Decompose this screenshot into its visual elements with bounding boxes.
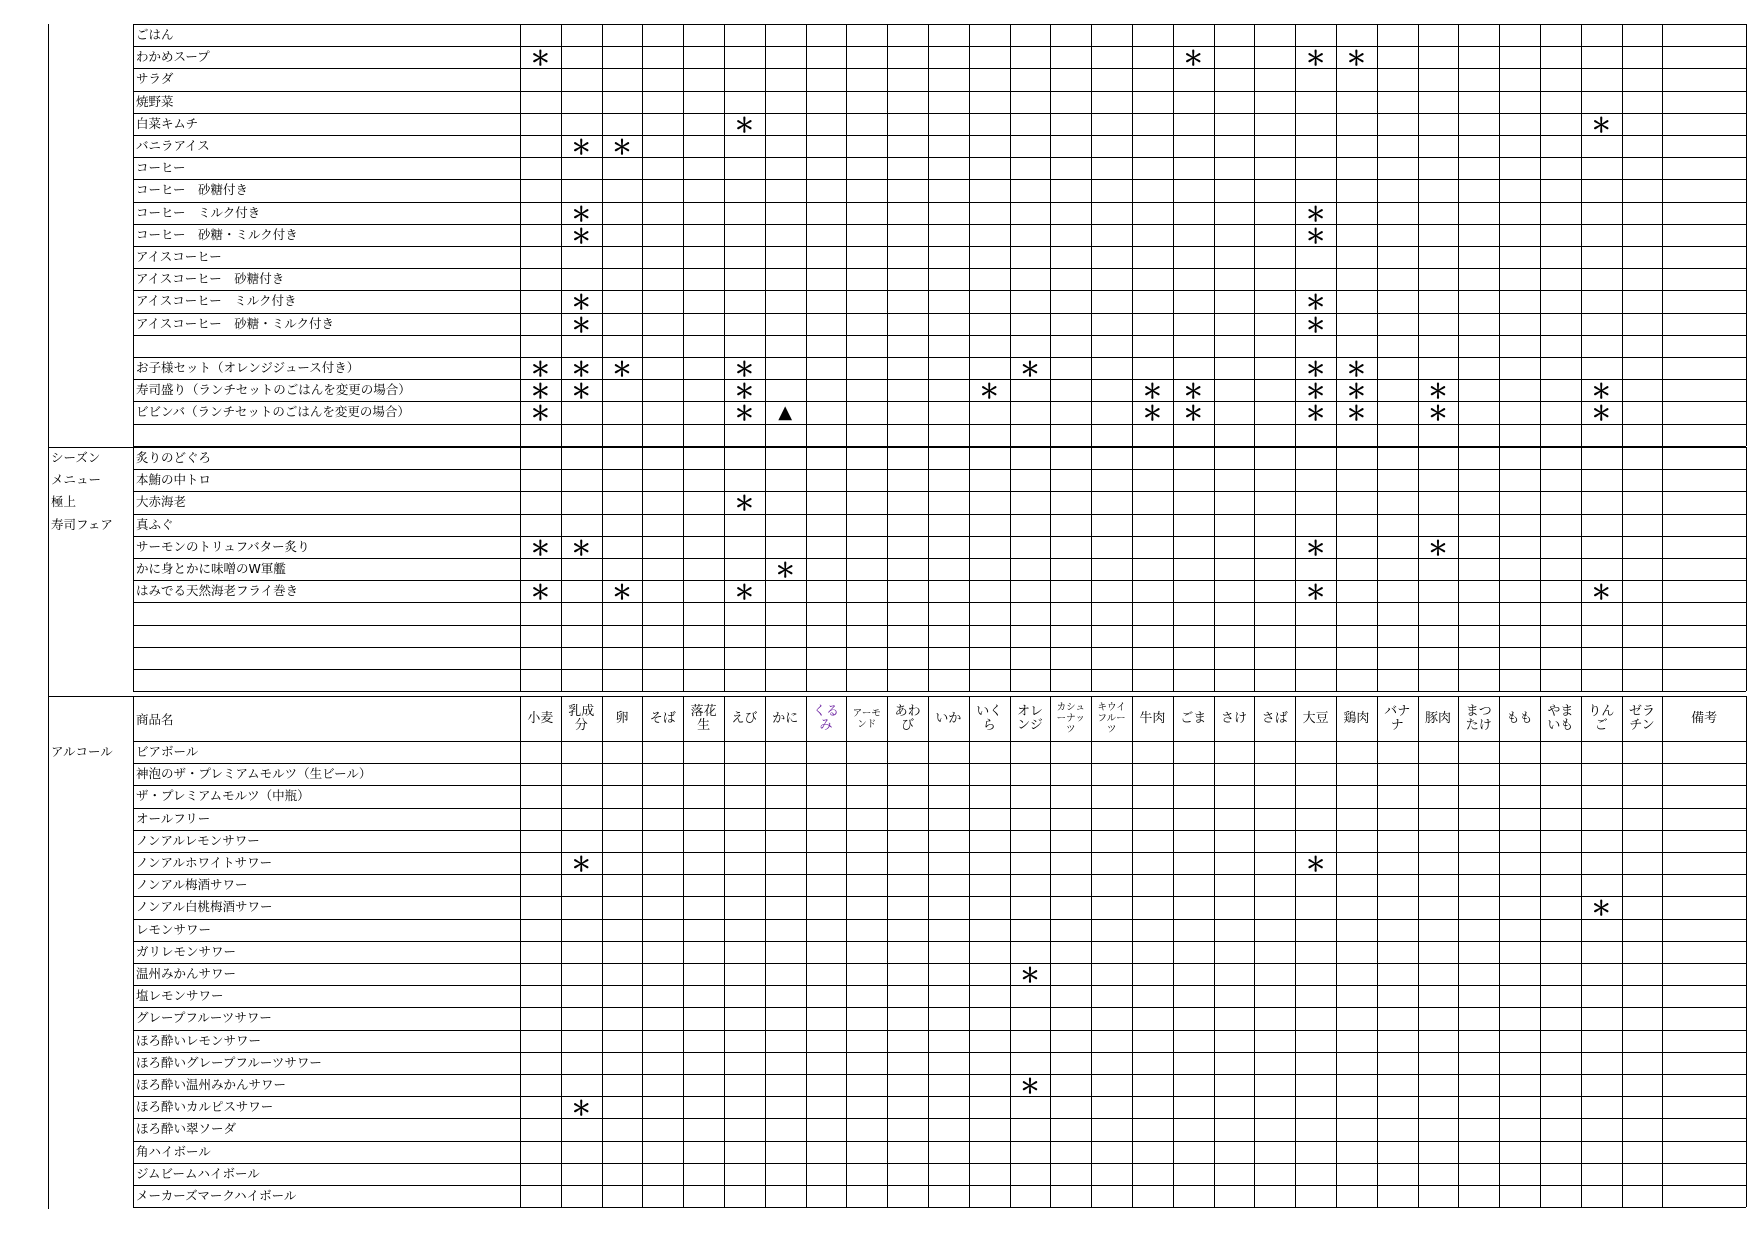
grid-line xyxy=(969,447,970,691)
allergen-header-9: あわび xyxy=(894,703,921,733)
allergen-mark: ＊ xyxy=(571,201,592,224)
allergen-mark: ＊ xyxy=(571,290,592,313)
menu-item-name: 角ハイボール xyxy=(136,1143,211,1159)
allergen-header-18: さば xyxy=(1261,710,1288,726)
menu-item-name: ノンアル梅酒サワー xyxy=(136,877,248,893)
grid-line xyxy=(887,741,888,1207)
allergen-mark: ＊ xyxy=(571,852,592,875)
grid-line xyxy=(1540,24,1541,446)
grid-line xyxy=(1581,741,1582,1207)
allergen-header-0: 小麦 xyxy=(527,710,554,726)
allergen-mark: ＊ xyxy=(1305,312,1326,335)
allergen-header-7: くるみ xyxy=(812,703,839,733)
allergen-mark: ＊ xyxy=(1591,401,1612,424)
menu-item-name: はみでる天然海老フライ巻き xyxy=(136,583,299,599)
grid-line xyxy=(602,741,603,1207)
allergen-mark: ＊ xyxy=(571,135,592,158)
grid-line xyxy=(1295,741,1296,1207)
menu-item-name: ほろ酔い翠ソーダ xyxy=(136,1121,237,1137)
allergen-header-14: キウイフルーツ xyxy=(1097,702,1126,735)
menu-item-name: アイスコーヒー xyxy=(136,249,222,264)
category-label: アルコール xyxy=(51,744,113,759)
notes-header: 備考 xyxy=(1691,710,1718,726)
grid-line xyxy=(1581,447,1582,691)
allergen-mark: ＊ xyxy=(1305,201,1326,224)
menu-item-name: アイスコーヒー 砂糖・ミルク付き xyxy=(136,315,335,331)
allergen-mark: ＊ xyxy=(571,535,592,558)
menu-item-name xyxy=(133,424,520,446)
grid-line xyxy=(724,447,725,691)
menu-item-name: コーヒー 砂糖・ミルク付き xyxy=(136,226,298,242)
grid-line xyxy=(133,1207,1746,1208)
allergen-mark: ＊ xyxy=(1591,379,1612,402)
allergen-mark: ＊ xyxy=(734,580,755,603)
grid-line xyxy=(683,24,684,446)
menu-item-name: ガリレモンサワー xyxy=(136,943,237,959)
allergen-mark: ＊ xyxy=(1427,535,1448,558)
grid-line xyxy=(1746,24,1747,446)
menu-item-name xyxy=(133,669,520,691)
grid-line xyxy=(846,741,847,1207)
allergen-mark: ＊ xyxy=(1019,963,1040,986)
grid-line xyxy=(520,741,521,1207)
allergen-mark: ＊ xyxy=(1305,290,1326,313)
allergen-mark: ＊ xyxy=(571,357,592,380)
grid-line xyxy=(1214,447,1215,691)
grid-line xyxy=(887,24,888,446)
grid-line xyxy=(928,447,929,691)
grid-line xyxy=(1458,741,1459,1207)
menu-item-name: サラダ xyxy=(136,71,174,87)
menu-item-name xyxy=(133,647,520,669)
grid-line xyxy=(1377,741,1378,1207)
menu-item-name: ノンアルレモンサワー xyxy=(136,832,260,848)
allergen-mark: ＊ xyxy=(530,401,551,424)
allergen-mark: ＊ xyxy=(530,580,551,603)
allergen-mark: ＊ xyxy=(1346,46,1367,69)
allergen-mark: ＊ xyxy=(1591,896,1612,919)
allergen-header-1: 乳成分 xyxy=(568,703,595,733)
grid-line xyxy=(1377,447,1378,691)
menu-item-name: ほろ酔いレモンサワー xyxy=(136,1032,262,1048)
allergen-header-26: りんご xyxy=(1588,703,1615,733)
grid-line xyxy=(1622,447,1623,691)
grid-line xyxy=(806,741,807,1207)
product-name-header: 商品名 xyxy=(136,711,174,727)
allergen-mark: ＊ xyxy=(1305,357,1326,380)
grid-line xyxy=(1010,447,1011,691)
grid-line xyxy=(1746,696,1747,741)
allergen-mark: ＊ xyxy=(1305,379,1326,402)
grid-line xyxy=(765,24,766,446)
grid-line xyxy=(1336,447,1337,691)
allergen-mark: ＊ xyxy=(530,379,551,402)
grid-line xyxy=(602,447,603,691)
grid-line xyxy=(1662,741,1663,1207)
grid-line xyxy=(561,741,562,1207)
allergen-header-13: カシューナッツ xyxy=(1056,702,1085,735)
allergen-header-17: さけ xyxy=(1220,710,1247,726)
menu-item-name: 焼野菜 xyxy=(136,93,174,109)
menu-item-name xyxy=(133,335,520,357)
grid-line xyxy=(1662,24,1663,446)
menu-item-name: ビビンバ（ランチセットのごはんを変更の場合） xyxy=(136,404,410,420)
grid-line xyxy=(48,447,133,448)
allergen-mark: ＊ xyxy=(1591,112,1612,135)
menu-item-name: 寿司盛り（ランチセットのごはんを変更の場合） xyxy=(136,382,411,398)
allergen-header-24: もも xyxy=(1506,710,1533,726)
menu-item-name: 真ふぐ xyxy=(136,516,174,532)
allergen-mark: ＊ xyxy=(1346,379,1367,402)
menu-item-name: アイスコーヒー 砂糖付き xyxy=(136,271,285,287)
grid-line xyxy=(1499,24,1500,446)
menu-item-name: 温州みかんサワー xyxy=(136,966,237,981)
allergen-mark: ＊ xyxy=(1346,401,1367,424)
grid-line xyxy=(1254,741,1255,1207)
allergen-header-27: ゼラチン xyxy=(1628,703,1655,733)
menu-item-name: アイスコーヒー ミルク付き xyxy=(136,293,297,309)
grid-line xyxy=(1622,24,1623,446)
allergen-mark: ＊ xyxy=(1427,401,1448,424)
allergen-header-19: 大豆 xyxy=(1302,710,1329,726)
category-label: シーズン xyxy=(51,450,101,465)
allergen-mark: ＊ xyxy=(571,223,592,246)
allergen-mark: ＊ xyxy=(1305,580,1326,603)
grid-line xyxy=(1132,741,1133,1207)
grid-line xyxy=(806,24,807,446)
grid-line xyxy=(928,741,929,1207)
allergen-mark: ＊ xyxy=(1305,223,1326,246)
allergen-mark: ＊ xyxy=(1019,1074,1040,1097)
menu-item-name: 塩レモンサワー xyxy=(136,988,224,1004)
menu-item-name: ごはん xyxy=(136,27,174,42)
grid-line xyxy=(133,691,1746,692)
allergen-header-25: やまいも xyxy=(1547,703,1574,733)
allergen-mark: ＊ xyxy=(530,357,551,380)
grid-line xyxy=(1050,447,1051,691)
grid-line xyxy=(724,741,725,1207)
grid-line xyxy=(765,741,766,1207)
menu-item-name: ビアボール xyxy=(136,744,199,759)
grid-line xyxy=(1336,741,1337,1207)
allergen-mark: ＊ xyxy=(611,580,632,603)
menu-item-name: ほろ酔いカルピスサワー xyxy=(136,1099,274,1115)
grid-line xyxy=(1214,24,1215,446)
menu-item-name: コーヒー xyxy=(136,160,186,176)
menu-item-name: メーカーズマークハイボール xyxy=(136,1188,297,1203)
menu-item-name: 本鮪の中トロ xyxy=(136,472,212,488)
menu-item-name: ザ・プレミアムモルツ（中瓶） xyxy=(136,788,310,804)
allergen-mark: ＊ xyxy=(1427,379,1448,402)
category-label: 寿司フェア xyxy=(51,516,113,532)
allergen-mark: ＊ xyxy=(734,491,755,514)
grid-line xyxy=(520,447,521,691)
menu-item-name: コーヒー ミルク付き xyxy=(136,204,261,220)
left-border-line xyxy=(48,24,49,1209)
menu-item-name: 白菜キムチ xyxy=(136,115,199,131)
grid-line xyxy=(846,24,847,446)
allergen-mark: ＊ xyxy=(571,312,592,335)
allergen-header-4: 落花生 xyxy=(690,703,717,733)
allergen-mark: ＊ xyxy=(1183,46,1204,69)
menu-item-name: 神泡のザ・プレミアムモルツ（生ビール） xyxy=(136,766,372,782)
allergen-mark: ＊ xyxy=(1305,401,1326,424)
allergen-mark: ＊ xyxy=(530,535,551,558)
menu-item-name: オールフリー xyxy=(136,810,211,826)
allergen-mark: ＊ xyxy=(611,357,632,380)
menu-item-name: お子様セット（オレンジジュース付き） xyxy=(136,360,360,375)
grid-line xyxy=(1050,741,1051,1207)
grid-line xyxy=(1010,24,1011,446)
allergen-header-8: アーモンド xyxy=(852,707,881,730)
grid-line xyxy=(1746,447,1747,691)
allergen-mark: ＊ xyxy=(1591,580,1612,603)
grid-line xyxy=(1091,741,1092,1207)
allergen-mark: ＊ xyxy=(734,379,755,402)
allergen-mark: ＊ xyxy=(734,357,755,380)
allergen-header-11: いくら xyxy=(976,703,1003,733)
menu-item-name: 炙りのどぐろ xyxy=(136,450,212,465)
menu-item-name: コーヒー 砂糖付き xyxy=(136,182,249,198)
allergen-mark: ＊ xyxy=(775,558,796,581)
grid-line xyxy=(1499,741,1500,1207)
grid-line xyxy=(1132,447,1133,691)
menu-item-name: バニラアイス xyxy=(136,138,210,153)
menu-item-name: 大赤海老 xyxy=(136,494,187,510)
grid-line xyxy=(1254,24,1255,446)
allergen-header-23: まつたけ xyxy=(1465,703,1492,733)
allergen-mark: ＊ xyxy=(1142,379,1163,402)
grid-line xyxy=(887,447,888,691)
grid-line xyxy=(1418,741,1419,1207)
allergen-mark: ＊ xyxy=(1346,357,1367,380)
grid-line xyxy=(928,24,929,446)
allergen-mark: ＊ xyxy=(1305,535,1326,558)
menu-item-name: ノンアルホワイトサワー xyxy=(136,855,273,870)
grid-line xyxy=(1622,741,1623,1207)
grid-line xyxy=(683,447,684,691)
grid-line xyxy=(1091,447,1092,691)
allergen-header-3: そば xyxy=(649,710,676,726)
grid-line xyxy=(1173,741,1174,1207)
grid-line xyxy=(1458,24,1459,446)
grid-line xyxy=(846,447,847,691)
grid-line xyxy=(969,741,970,1207)
allergen-header-22: 豚肉 xyxy=(1424,710,1451,726)
grid-line xyxy=(642,24,643,446)
grid-line xyxy=(1540,741,1541,1207)
grid-line xyxy=(1540,447,1541,691)
menu-item-name: ノンアル白桃梅酒サワー xyxy=(136,899,273,915)
allergen-header-10: いか xyxy=(935,710,962,726)
menu-item-name: ほろ酔い温州みかんサワー xyxy=(136,1077,287,1092)
grid-line xyxy=(1214,741,1215,1207)
allergen-mark: ＊ xyxy=(734,112,755,135)
menu-item-name: わかめスープ xyxy=(136,49,210,65)
category-label: 極上 xyxy=(51,494,77,510)
menu-item-name: かに身とかに味噌のW軍艦 xyxy=(136,561,286,576)
allergen-mark: ＊ xyxy=(1142,401,1163,424)
allergen-mark: ＊ xyxy=(571,1096,592,1119)
allergen-mark: ＊ xyxy=(1183,379,1204,402)
possible-contamination-mark: ▲ xyxy=(778,402,793,424)
allergen-header-15: 牛肉 xyxy=(1139,710,1166,726)
grid-line xyxy=(1499,447,1500,691)
menu-item-name: ジムビームハイボール xyxy=(136,1165,260,1181)
allergen-mark: ＊ xyxy=(1305,46,1326,69)
grid-line xyxy=(133,741,1746,742)
grid-line xyxy=(642,447,643,691)
allergen-mark: ＊ xyxy=(611,135,632,158)
allergen-mark: ＊ xyxy=(571,379,592,402)
allergen-mark: ＊ xyxy=(979,379,1000,402)
menu-item-name: ほろ酔いグレープフルーツサワー xyxy=(136,1054,322,1070)
grid-line xyxy=(1418,447,1419,691)
grid-line xyxy=(1458,447,1459,691)
grid-line xyxy=(1254,447,1255,691)
allergen-header-20: 鶏肉 xyxy=(1343,710,1370,726)
allergen-mark: ＊ xyxy=(734,401,755,424)
grid-line xyxy=(1662,447,1663,691)
allergen-header-2: 卵 xyxy=(615,710,629,726)
allergen-mark: ＊ xyxy=(1305,852,1326,875)
allergen-mark: ＊ xyxy=(530,46,551,69)
grid-line xyxy=(1377,24,1378,446)
grid-line xyxy=(1746,741,1747,1207)
allergen-header-21: バナナ xyxy=(1384,703,1411,733)
grid-line xyxy=(1173,447,1174,691)
allergen-mark: ＊ xyxy=(1183,401,1204,424)
grid-line xyxy=(683,741,684,1207)
grid-line xyxy=(806,447,807,691)
allergen-header-16: ごま xyxy=(1180,710,1207,726)
allergen-mark: ＊ xyxy=(1019,357,1040,380)
grid-line xyxy=(561,447,562,691)
menu-item-name: グレープフルーツサワー xyxy=(136,1010,272,1026)
grid-line xyxy=(642,741,643,1207)
grid-line xyxy=(1091,24,1092,446)
menu-item-name xyxy=(133,602,520,624)
grid-line xyxy=(1050,24,1051,446)
category-label: メニュー xyxy=(51,472,102,488)
grid-line xyxy=(1295,447,1296,691)
allergen-header-12: オレンジ xyxy=(1016,703,1043,733)
allergen-header-5: えび xyxy=(731,710,758,726)
menu-item-name xyxy=(133,625,520,647)
grid-line xyxy=(602,24,603,446)
menu-item-name: サーモンのトリュフバター炙り xyxy=(136,538,310,554)
allergen-header-6: かに xyxy=(772,710,799,726)
menu-item-name: レモンサワー xyxy=(136,921,212,937)
